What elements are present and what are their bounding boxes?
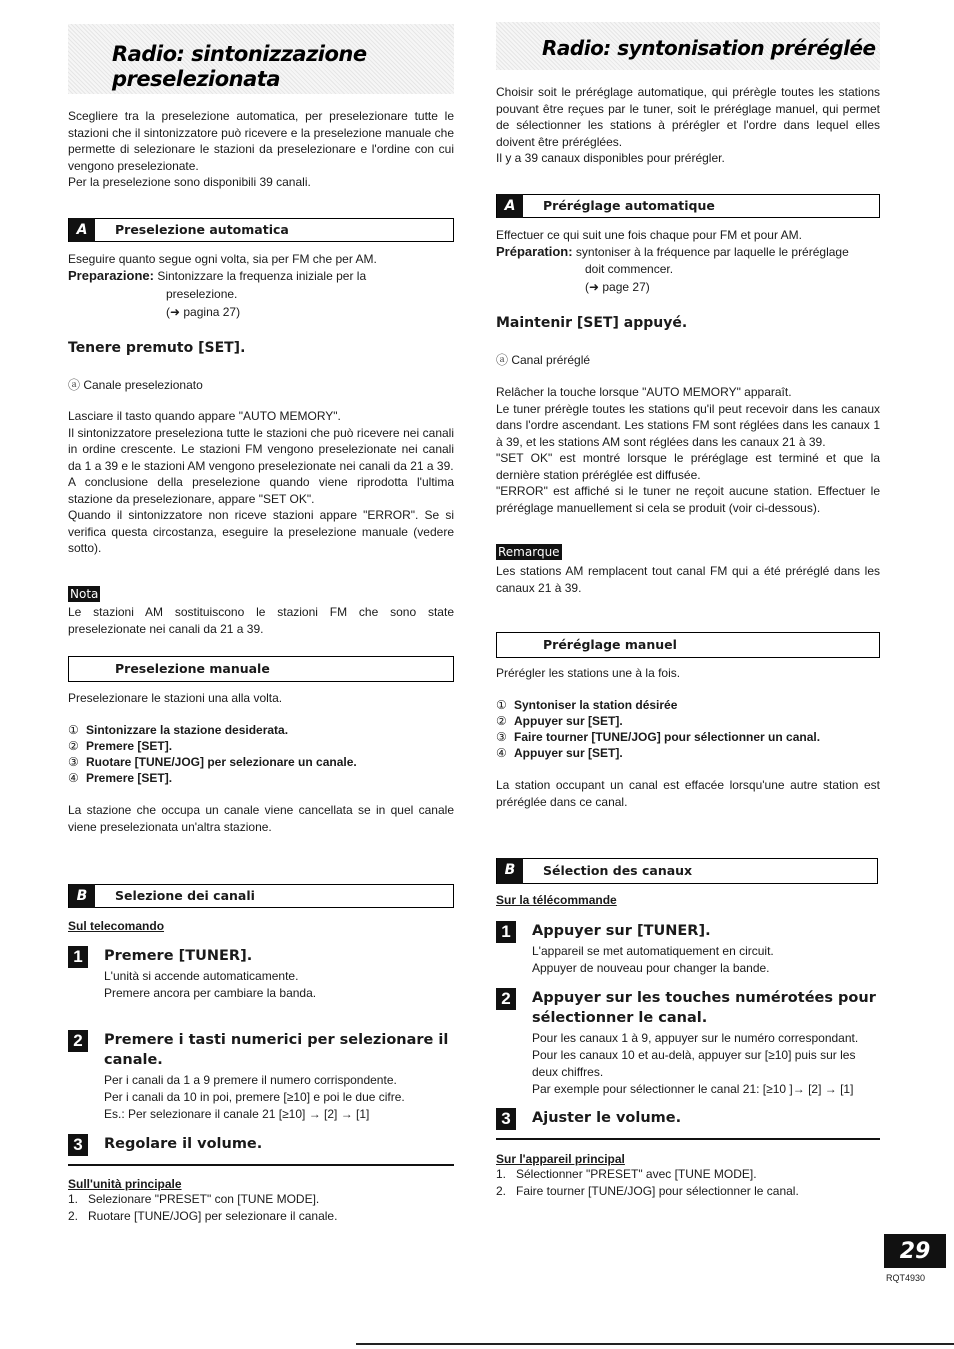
step-body-1 xyxy=(104,968,454,1002)
step-title-2: Premere i tasti numerici per selezionare il canale. xyxy=(104,1032,449,1068)
preparation-label: Preparazione: xyxy=(68,267,154,283)
step-body-line: Per i canali da 10 in poi, premere [≥10] e poi le due cifre. xyxy=(104,1090,405,1104)
release-text: Relâcher la touche lorsque "AUTO MEMORY" apparaît. xyxy=(496,385,792,399)
step-number-3: 3 xyxy=(496,1108,516,1130)
section-a-title: Preselezione automatica xyxy=(115,222,289,237)
manual-after-text: La station occupant un canal est effacée lorsqu'une autre station est préréglée dans ce canal. xyxy=(496,778,880,809)
step-number-1: 1 xyxy=(68,946,88,968)
step-title-3: Regolare il volume. xyxy=(104,1136,263,1152)
section-b-badge: B xyxy=(497,858,523,884)
manual-step: ② Appuyer sur [SET]. xyxy=(496,714,623,728)
section-a-header-it xyxy=(68,218,454,242)
preparation-ref: (➜ page 27) xyxy=(585,279,650,294)
section-b-header-fr xyxy=(496,858,878,884)
step-body-line: Es.: Per selezionare il canale 21 [≥10] → [2] → [1] xyxy=(104,1107,370,1121)
note-body-fr xyxy=(496,563,880,596)
auto-memory-text-fr xyxy=(496,384,880,516)
step-body-1 xyxy=(532,943,880,977)
note-text: Les stations AM remplacent tout canal FM qui a été préréglé dans les canaux 21 à 39. xyxy=(496,564,880,595)
paragraph-1: Il sintonizzatore preseleziona tutte le stazioni che può ricevere nei canali in ordine crescente. Le stazioni FM vengono preselezionate nei canali da 1 a 39 e le stazioni AM vengono preselezionate nei canali da 21 a 39. xyxy=(68,425,454,473)
manual-after-text: La stazione che occupa un canale viene cancellata se in quel canale viene preselezionata un'altra stazione. xyxy=(68,803,454,834)
main-unit-heading: Sull'unità principale xyxy=(68,1177,182,1191)
title-line-1: Radio: sintonizzazione xyxy=(112,42,367,66)
page-title-fr: Radio: syntonisation préréglée xyxy=(542,36,876,60)
title-banner-fr xyxy=(496,22,880,70)
section-a-line: Eseguire quanto segue ogni volta, sia per FM che per AM. xyxy=(68,252,377,266)
section-a-badge: A xyxy=(69,218,95,242)
step-body-line: L'appareil se met automatiquement en circuit. xyxy=(532,944,774,958)
hold-set-instruction: Maintenir [SET] appuyé. xyxy=(496,315,688,331)
main-unit-steps-it xyxy=(68,1191,454,1224)
auto-memory-text-it xyxy=(68,408,454,557)
page-number: 29 xyxy=(884,1234,946,1268)
bottom-rule xyxy=(356,1343,954,1345)
step-body-line: Pour les canaux 10 et au-delà, appuyer sur [≥10] puis sur les deux chiffres. xyxy=(532,1048,856,1079)
step-body-line: Premere ancora per cambiare la banda. xyxy=(104,986,317,1000)
preparation-label: Préparation: xyxy=(496,243,573,259)
manual-title: Préréglage manuel xyxy=(543,637,677,652)
step-title-2: Appuyer sur les touches numérotées pour sélectionner le canal. xyxy=(532,990,876,1026)
section-b-badge: B xyxy=(69,884,95,908)
title-line-2: preselezionata xyxy=(112,67,280,91)
step-body-line: Per i canali da 1 a 9 premere il numero corrispondente. xyxy=(104,1073,397,1087)
big-step-1 xyxy=(68,946,454,1002)
big-step-1 xyxy=(496,921,880,977)
manual-title: Preselezione manuale xyxy=(115,661,270,676)
hold-set-instruction: Tenere premuto [SET]. xyxy=(68,340,246,356)
section-b-title: Sélection des canaux xyxy=(543,863,693,878)
section-a-badge: A xyxy=(497,194,523,218)
remote-heading: Sur la télécommande xyxy=(496,893,617,907)
step-number-2: 2 xyxy=(496,988,516,1010)
step-body-line: Appuyer de nouveau pour changer la bande. xyxy=(532,961,770,975)
section-a-header-fr xyxy=(496,194,880,218)
manual-step: ③ Faire tourner [TUNE/JOG] pour sélectionner un canal. xyxy=(496,730,821,744)
manual-after-fr xyxy=(496,777,880,810)
canal-label: ⓐ Canale preselezionato xyxy=(68,378,203,392)
step-number-3: 3 xyxy=(68,1134,88,1156)
manual-step: ① Syntoniser la station désirée xyxy=(496,698,678,712)
big-step-2 xyxy=(68,1030,454,1123)
step-body-2 xyxy=(532,1030,880,1098)
step-body-line: L'unità si accende automaticamente. xyxy=(104,969,299,983)
section-a-title: Préréglage automatique xyxy=(543,198,715,213)
manual-step: ④ Premere [SET]. xyxy=(68,771,173,785)
section-b-header-it xyxy=(68,884,454,908)
title-banner-it xyxy=(68,24,454,94)
preparation-text-2: preselezione. xyxy=(166,287,238,301)
manual-after-it xyxy=(68,802,454,835)
paragraph-2: A conclusione della preselezione quando viene riprodotta l'ultima stazione da preselezionare, appare "SET OK". xyxy=(68,475,454,506)
big-step-3 xyxy=(68,1134,454,1154)
manual-header-it xyxy=(68,656,454,682)
section-a-line: Effectuer ce qui suit une fois chaque pour FM et pour AM. xyxy=(496,228,802,242)
intro-paragraph-2: Il y a 39 canaux disponibles pour prérégler. xyxy=(496,151,725,165)
intro-it xyxy=(68,108,454,191)
big-step-3 xyxy=(496,1108,880,1128)
preparation-ref: (➜ pagina 27) xyxy=(166,304,241,319)
big-step-2 xyxy=(496,988,880,1098)
release-text: Lasciare il tasto quando appare "AUTO MEMORY". xyxy=(68,409,341,423)
remote-heading: Sul telecomando xyxy=(68,919,165,933)
step-number-1: 1 xyxy=(496,921,516,943)
manual-line: Prérégler les stations une à la fois. xyxy=(496,666,681,680)
manual-step: ① Sintonizzare la stazione desiderata. xyxy=(68,723,289,737)
paragraph-3: "ERROR" est affiché si le tuner ne reçoit aucune station. Effectuer le préréglage manuellement si cela se produit (voir ci-dessous). xyxy=(496,484,880,515)
manual-steps-it xyxy=(68,722,454,786)
divider xyxy=(496,1138,880,1140)
preparation-row xyxy=(68,268,454,285)
divider xyxy=(68,1164,454,1166)
main-unit-step: 2. Faire tourner [TUNE/JOG] pour sélectionner le canal. xyxy=(496,1183,799,1198)
paragraph-1: Le tuner prérègle toutes les stations qu'il peut recevoir dans les canaux dans l'ordre ascendant. Les stations FM sont réglées dans les canaux 1 à 39, et les stations AM sont réglées dans les canaux 21 à 39. xyxy=(496,401,880,449)
main-unit-step: 1. Selezionare "PRESET" con [TUNE MODE]. xyxy=(68,1192,320,1206)
manual-step: ④ Appuyer sur [SET]. xyxy=(496,746,623,760)
step-number-2: 2 xyxy=(68,1030,88,1052)
note-body-it xyxy=(68,604,454,637)
step-body-line: Pour les canaux 1 à 9, appuyer sur le numéro correspondant. xyxy=(532,1031,859,1045)
manual-step: ③ Ruotare [TUNE/JOG] per selezionare un canale. xyxy=(68,755,357,769)
manual-line: Preselezionare le stazioni una alla volta. xyxy=(68,691,283,705)
page-title-it xyxy=(112,42,367,92)
paragraph-2: "SET OK" est montré lorsque le préréglage est terminé et que la dernière station préréglée est diffusée. xyxy=(496,451,880,482)
step-title-1: Premere [TUNER]. xyxy=(104,948,253,964)
section-a-body-it xyxy=(68,251,454,320)
main-unit-step: 1. Sélectionner "PRESET" avec [TUNE MODE]. xyxy=(496,1167,757,1181)
preparation-text: Sintonizzare la frequenza iniziale per la xyxy=(157,268,367,283)
preparation-text: syntoniser à la fréquence par laquelle le préréglage xyxy=(575,244,849,259)
step-title-3: Ajuster le volume. xyxy=(532,1110,682,1126)
intro-paragraph: Scegliere tra la preselezione automatica, per preselezionare tutte le stazioni che il sintonizzatore può ricevere e la preselezione manuale che permette di selezionare le stazioni da preselezionare e l'ordine con cui vengono preselezionate. xyxy=(68,109,454,173)
canal-label: ⓐ Canal préréglé xyxy=(496,353,591,367)
manual-steps-fr xyxy=(496,697,880,761)
preparation-row xyxy=(496,244,880,261)
step-body-line: Par exemple pour sélectionner le canal 21: [≥10 ]→ [2] → [1] xyxy=(532,1082,854,1096)
main-unit-step: 2. Ruotare [TUNE/JOG] per selezionare il canale. xyxy=(68,1208,338,1223)
document-code: RQT4930 xyxy=(886,1273,926,1283)
note-text: Le stazioni AM sostituiscono le stazioni FM che sono state preselezionate nei canali da 21 a 39. xyxy=(68,605,454,636)
note-badge: Remarque xyxy=(498,545,560,559)
section-b-title: Selezione dei canali xyxy=(115,888,255,903)
preparation-text-2: doit commencer. xyxy=(585,262,674,276)
intro-paragraph: Choisir soit le préréglage automatique, qui prérègle toutes les stations pouvant être reçues par le tuner, soit le préréglage manuel, qui permet de sélectionner les stations à prérégler et l'ordre dans lequel elles doivent être préréglées. xyxy=(496,85,880,149)
manual-step: ② Premere [SET]. xyxy=(68,739,173,753)
manual-header-fr xyxy=(496,632,880,658)
step-title-1: Appuyer sur [TUNER]. xyxy=(532,923,711,939)
intro-fr xyxy=(496,84,880,167)
intro-paragraph-2: Per la preselezione sono disponibili 39 canali. xyxy=(68,175,311,189)
section-a-body-fr xyxy=(496,227,880,295)
paragraph-3: Quando il sintonizzatore non riceve stazioni appare "ERROR". Se si verifica questa circostanza, eseguire la preselezione manuale (vedere sotto). xyxy=(68,508,454,555)
main-unit-heading: Sur l'appareil principal xyxy=(496,1152,625,1166)
main-unit-steps-fr xyxy=(496,1166,880,1199)
note-badge: Nota xyxy=(70,587,99,601)
step-body-2 xyxy=(104,1072,454,1123)
